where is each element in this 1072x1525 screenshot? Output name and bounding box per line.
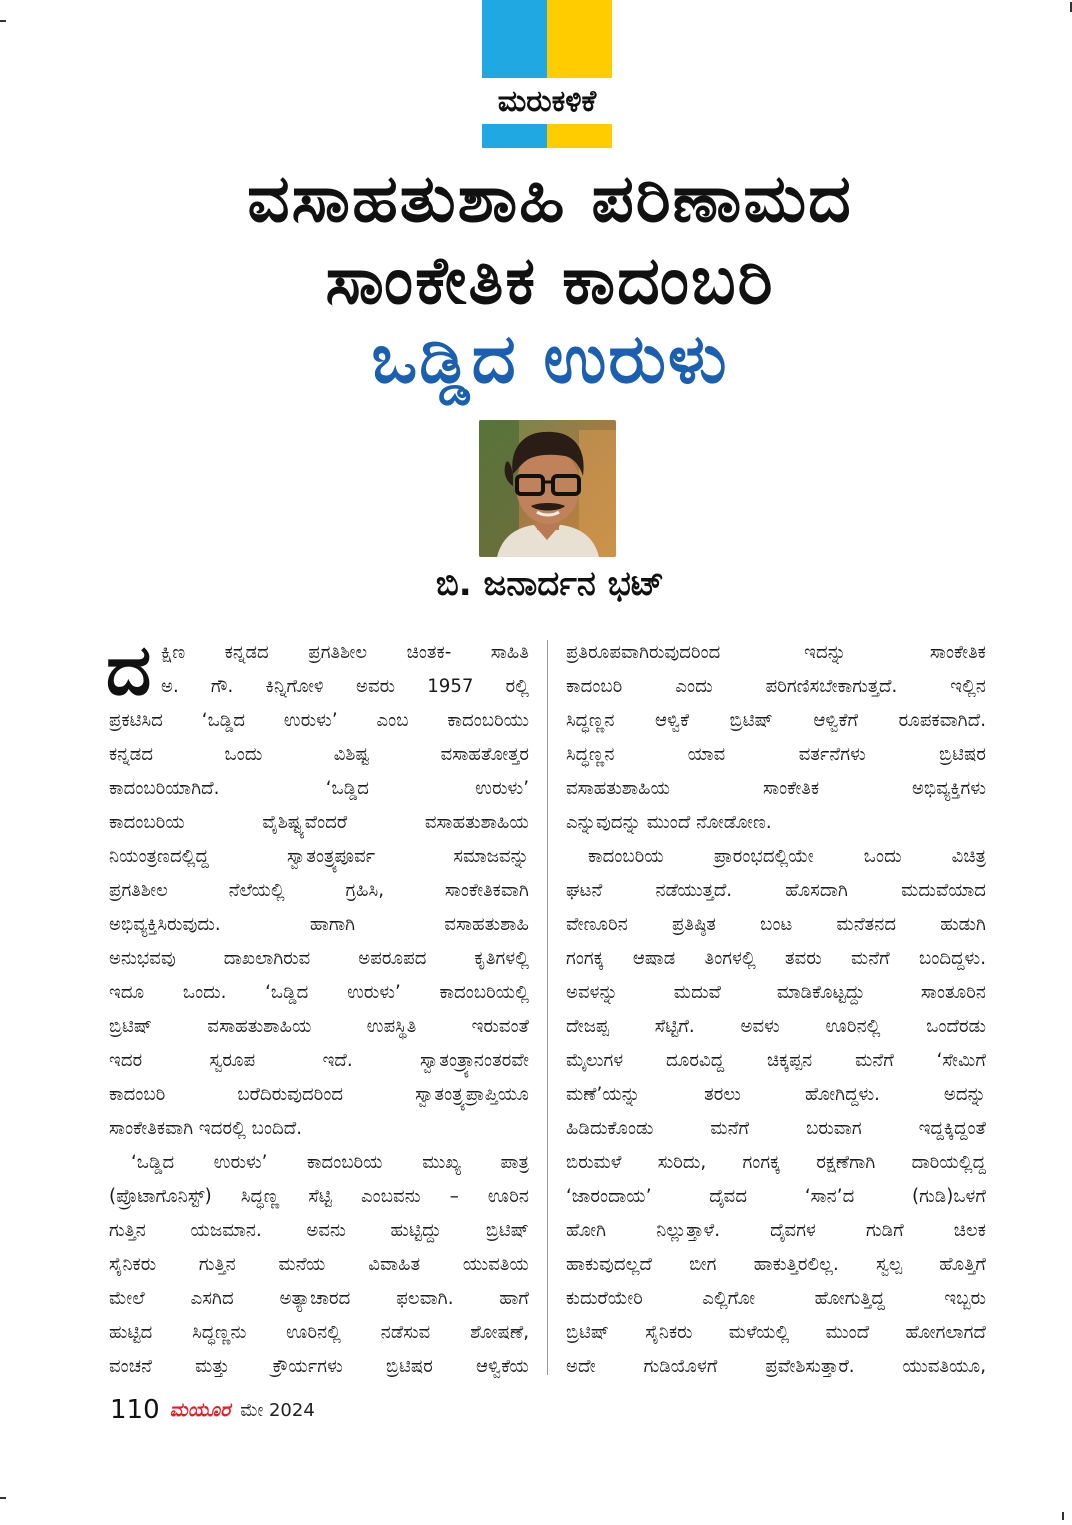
text-line: ಅ. ಗೌ. ಕಿನ್ನಿಗೋಳಿ ಅವರು 1957 ರಲ್ಲಿ [161, 676, 529, 697]
text-line: ಮಣೆ’ಯನ್ನು ತರಲು ಹೋಗಿದ್ದಳು. ಅದನ್ನು [566, 1084, 986, 1105]
author-photo [479, 420, 616, 557]
column-divider [547, 640, 548, 1375]
page-number: 110 [110, 1395, 160, 1425]
text-line: ಎನ್ನುವುದನ್ನು ಮುಂದೆ ನೋಡೋಣ. [566, 812, 772, 833]
article-column-left [109, 636, 529, 1384]
text-line: ವಂಚನೆ ಮತ್ತು ಕ್ರೌರ್ಯಗಳು ಬ್ರಿಟಿಷರ ಆಳ್ವಿಕೆಯ [109, 1356, 529, 1377]
crop-mark [1062, 1512, 1064, 1520]
text-line: ಪ್ರತಿರೂಪವಾಗಿರುವುದರಿಂದ ಇದನ್ನು ಸಾಂಕೇತಿಕ [566, 642, 986, 663]
text-line: ‘ಜಾರಂದಾಯ’ ದೈವದ ‘ಸಾನ’ದ (ಗುಡಿ)ಒಳಗೆ [566, 1186, 986, 1207]
text-line: (ಪ್ರೊಟಾಗೊನಿಸ್ಟ್) ಸಿದ್ಧಣ್ಣ ಸೆಟ್ಟಿ ಎಂಬವನು – ಊರಿನ [109, 1186, 529, 1207]
text-line: ಕಾದಂಬರಿಯಾಗಿದೆ. ‘ಒಡ್ಡಿದ ಉರುಳು’ [109, 778, 529, 799]
crop-mark [0, 1497, 6, 1499]
text-line: ‘ಒಡ್ಡಿದ ಉರುಳು’ ಕಾದಂಬರಿಯ ಮುಖ್ಯ ಪಾತ್ರ [131, 1152, 529, 1173]
text-line: ಮೈಲುಗಳ ದೂರವಿದ್ದ ಚಿಕ್ಕಪ್ಪನ ಮನೆಗೆ ‘ಸೇಮಿಗೆ [566, 1050, 986, 1071]
text-line: ಹಾಕುವುದಲ್ಲದೆ ಬೀಗ ಹಾಕುತ್ತಿರಲಿಲ್ಲ. ಸ್ವಲ್ಪ ಹೊತ್ತಿಗೆ [566, 1254, 986, 1275]
text-line: ಬ್ರಿಟಿಷ್ ವಸಾಹತುಶಾಹಿಯ ಉಪಸ್ಥಿತಿ ಇರುವಂತೆ [109, 1016, 529, 1037]
text-line: ಅನುಭವವು ದಾಖಲಾಗಿರುವ ಅಪರೂಪದ ಕೃತಿಗಳಲ್ಲಿ [109, 948, 529, 969]
text-line: ಪ್ರಕಟಿಸಿದ ‘ಒಡ್ಡಿದ ಉರುಳು’ ಎಂಬ ಕಾದಂಬರಿಯು [109, 710, 529, 731]
headline-line-3: ಒಡ್ಡಿದ ಉರುಳು [371, 320, 729, 399]
logo-yellow-block [547, 0, 612, 148]
issue-date: ಮೇ 2024 [240, 1399, 315, 1421]
text-line: ಪ್ರಗತಿಶೀಲ ನೆಲೆಯಲ್ಲಿ ಗ್ರಹಿಸಿ, ಸಾಂಕೇತಿಕವಾಗಿ [109, 880, 529, 901]
text-line: ಸಿದ್ಧಣ್ಣನ ಆಳ್ವಿಕೆ ಬ್ರಿಟಿಷ್ ಆಳ್ವಿಕೆಗೆ ರೂಪಕವಾಗಿದೆ. [566, 710, 986, 731]
drop-cap: ದ [106, 640, 152, 700]
logo-blue-block [482, 0, 547, 148]
page-footer [110, 1392, 315, 1428]
crop-mark [0, 20, 6, 22]
text-line: ಅಭಿವ್ಯಕ್ತಿಸಿರುವುದು. ಹಾಗಾಗಿ ವಸಾಹತುಶಾಹಿ [109, 914, 529, 935]
article-column-right [566, 636, 986, 1384]
text-line: ಸಿದ್ಧಣ್ಣನ ಯಾವ ವರ್ತನೆಗಳು ಬ್ರಿಟಿಷರ [566, 744, 986, 765]
text-line: ಗಂಗಕ್ಕ ಆಷಾಡ ತಿಂಗಳಲ್ಲಿ ತವರು ಮನೆಗೆ ಬಂದಿದ್ದಳು. [566, 948, 986, 969]
text-line: ಹುಟ್ಟಿದ ಸಿದ್ಧಣ್ಣನು ಊರಿನಲ್ಲಿ ನಡೆಸುವ ಶೋಷಣೆ, [109, 1322, 529, 1343]
text-line: ಕಾದಂಬರಿ ಬರೆದಿರುವುದರಿಂದ ಸ್ವಾತಂತ್ರ್ಯಪ್ರಾಪ್ತಿಯೂ [109, 1084, 529, 1105]
text-line: ಮೇಲೆ ಎಸಗಿದ ಅತ್ಯಾಚಾರದ ಫಲವಾಗಿ. ಹಾಗೆ [109, 1288, 529, 1309]
text-line: ಸೈನಿಕರು ಗುತ್ತಿನ ಮನೆಯ ವಿವಾಹಿತ ಯುವತಿಯ [109, 1254, 529, 1275]
text-line: ಕಾದಂಬರಿ ಎಂದು ಪರಿಗಣಿಸಬೇಕಾಗುತ್ತದೆ. ಇಲ್ಲಿನ [566, 676, 986, 697]
section-logo [482, 0, 612, 148]
text-line: ಹಿಡಿದುಕೊಂಡು ಮನೆಗೆ ಬರುವಾಗ ಇದ್ದಕ್ಕಿದ್ದಂತೆ [566, 1118, 986, 1139]
text-line: ಗುತ್ತಿನ ಯಜಮಾನ. ಅವನು ಹುಟ್ಟಿದ್ದು ಬ್ರಿಟಿಷ್ [109, 1220, 529, 1241]
headline-line-2: ಸಾಂಕೇತಿಕ ಕಾದಂಬರಿ [325, 242, 775, 319]
text-line: ಇದರ ಸ್ವರೂಪ ಇದೆ. ಸ್ವಾತಂತ್ರ್ಯಾನಂತರವೇ [109, 1050, 529, 1071]
text-line: ಅವಳನ್ನು ಮದುವೆ ಮಾಡಿಕೊಟ್ಟದ್ದು ಸಾಂತೂರಿನ [566, 982, 986, 1003]
magazine-logo: ಮಯೂರ [169, 1399, 231, 1421]
text-line: ಹೋಗಿ ನಿಲ್ಲುತ್ತಾಳೆ. ದೈವಗಳ ಗುಡಿಗೆ ಚಿಲಕ [566, 1220, 986, 1241]
text-line: ಇದೂ ಒಂದು. ‘ಒಡ್ಡಿದ ಉರುಳು’ ಕಾದಂಬರಿಯಲ್ಲಿ [109, 982, 529, 1003]
text-line: ಬಿರುಮಳೆ ಸುರಿದು, ಗಂಗಕ್ಕ ರಕ್ಷಣೆಗಾಗಿ ದಾರಿಯಲ್ಲಿದ್ದ [566, 1152, 986, 1173]
text-line: ನಿಯಂತ್ರಣದಲ್ಲಿದ್ದ ಸ್ವಾತಂತ್ರ್ಯಪೂರ್ವ ಸಮಾಜವನ್ನು [109, 846, 529, 867]
text-line: ದೇಜಪ್ಪ ಸೆಟ್ಟಿಗೆ. ಅವಳು ಊರಿನಲ್ಲಿ ಒಂದೆರಡು [566, 1016, 986, 1037]
headline-line-1: ವಸಾಹತುಶಾಹಿ ಪರಿಣಾಮದ [247, 160, 853, 237]
text-line: ಕುದುರೆಯೇರಿ ಎಲ್ಲಿಗೋ ಹೋಗುತ್ತಿದ್ದ ಇಬ್ಬರು [566, 1288, 986, 1309]
text-line: ಘಟನೆ ನಡೆಯುತ್ತದೆ. ಹೊಸದಾಗಿ ಮದುವೆಯಾದ [566, 880, 986, 901]
author-byline: ಬಿ. ಜನಾರ್ದನ ಭಟ್ [435, 564, 665, 604]
text-line: ವಸಾಹತುಶಾಹಿಯ ಸಾಂಕೇತಿಕ ಅಭಿವ್ಯಕ್ತಿಗಳು [566, 778, 986, 799]
text-line: ಕನ್ನಡದ ಒಂದು ವಿಶಿಷ್ಟ ವಸಾಹತೋತ್ತರ [109, 744, 529, 765]
text-line: ಕಾದಂಬರಿಯ ವೈಶಿಷ್ಟ್ಯವೆಂದರೆ ವಸಾಹತುಶಾಹಿಯ [109, 812, 529, 833]
author-portrait-image [479, 420, 616, 557]
text-line: ವೇಣೂರಿನ ಪ್ರತಿಷ್ಠಿತ ಬಂಟ ಮನೆತನದ ಹುಡುಗಿ [566, 914, 986, 935]
text-line: ಬ್ರಿಟಿಷ್ ಸೈನಿಕರು ಮಳೆಯಲ್ಲಿ ಮುಂದೆ ಹೋಗಲಾಗದೆ [566, 1322, 986, 1343]
text-line: ಸಾಂಕೇತಿಕವಾಗಿ ಇದರಲ್ಲಿ ಬಂದಿದೆ. [109, 1118, 303, 1139]
text-line: ಅದೇ ಗುಡಿಯೊಳಗೆ ಪ್ರವೇಶಿಸುತ್ತಾರೆ. ಯುವತಿಯೂ, [566, 1356, 986, 1377]
text-line: ಕಾದಂಬರಿಯ ಪ್ರಾರಂಭದಲ್ಲಿಯೇ ಒಂದು ವಿಚಿತ್ರ [588, 846, 986, 867]
text-line: ಕ್ಷಿಣ ಕನ್ನಡದ ಪ್ರಗತಿಶೀಲ ಚಿಂತಕ- ಸಾಹಿತಿ [161, 642, 529, 663]
section-label: ಮರುಕಳಿಕೆ [478, 78, 616, 124]
